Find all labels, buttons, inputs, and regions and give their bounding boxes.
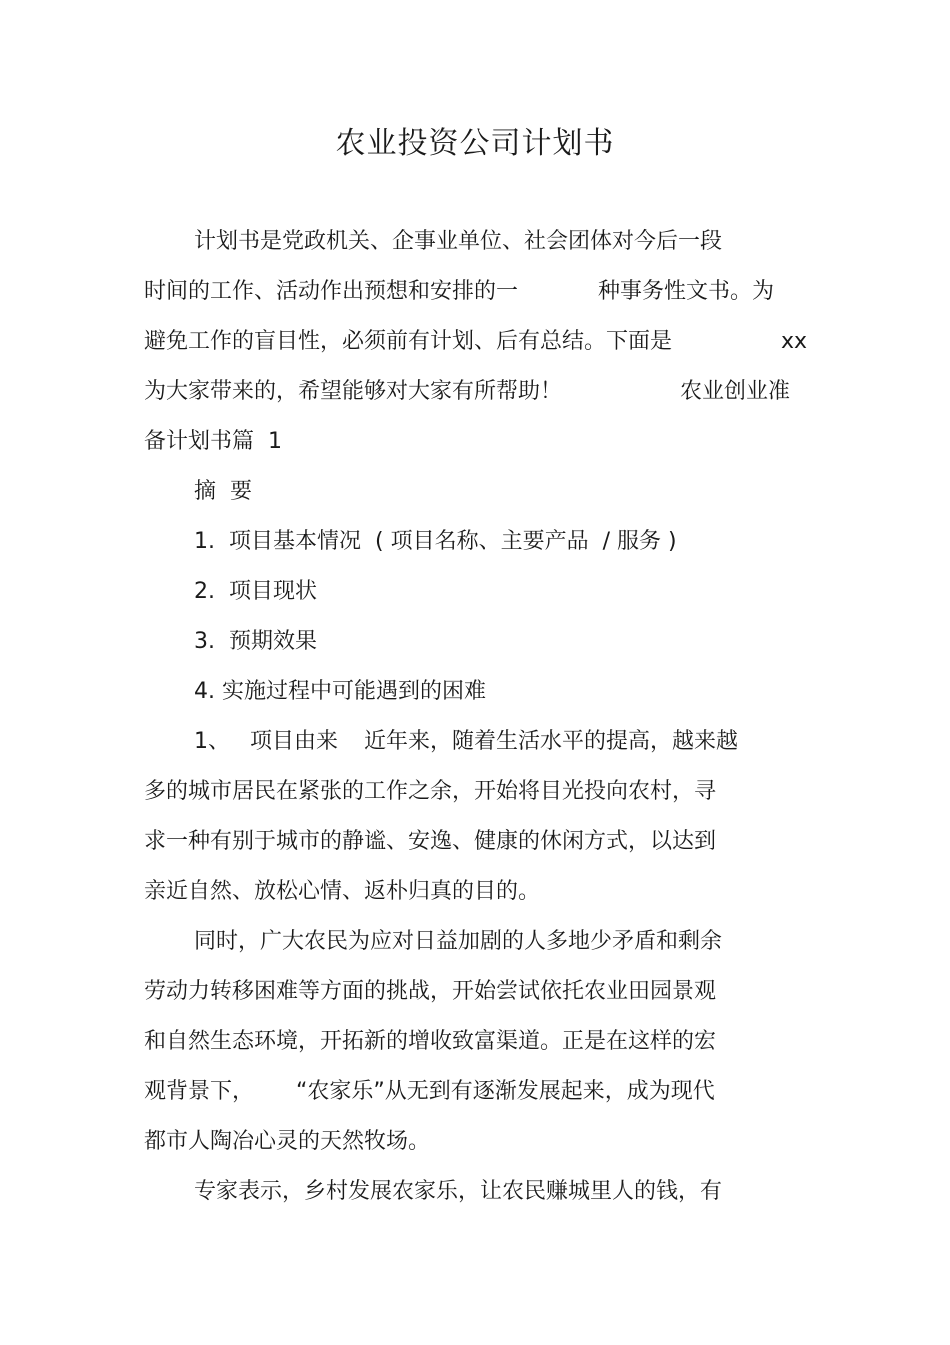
list-item-1-number: 1.	[194, 529, 215, 554]
intro-line-3-part-a: 避免工作的盲目性，必须前有计划、后有总结。下面是	[144, 329, 673, 354]
intro-line-5-text: 备计划书篇	[144, 429, 255, 454]
section-1-line-2: 多的城市居民在紧张的工作之余，开始将目光投向农村，寻	[144, 779, 717, 804]
intro-line-5-number: 1	[268, 429, 283, 454]
intro-line-4-part-b: 农业创业准	[680, 379, 791, 404]
abstract-heading-char-2: 要	[230, 479, 253, 504]
intro-line-2	[144, 276, 518, 308]
intro-line-5	[144, 426, 282, 458]
section-1-heading: 项目由来	[250, 729, 339, 754]
list-item-3	[194, 626, 317, 658]
list-item-2-label: 项目现状	[229, 579, 318, 604]
section-1-line-4: 亲近自然、放松心情、返朴归真的目的。	[144, 879, 541, 904]
intro-line-3-part-b: xx	[781, 329, 808, 354]
paragraph-2-line-3: 和自然生态环境，开拓新的增收致富渠道。正是在这样的宏	[144, 1029, 717, 1054]
list-item-3-label: 预期效果	[229, 629, 318, 654]
section-1-text: 近年来，随着生活水平的提高，越来越	[364, 729, 739, 754]
list-item-1-detail: ( 项目名称、主要产品	[375, 529, 589, 554]
abstract-heading	[194, 476, 252, 508]
list-item-2-number: 2.	[194, 579, 215, 604]
paragraph-2-line-1: 同时，广大农民为应对日益加剧的人多地少矛盾和剩余	[194, 929, 723, 954]
section-1-line-1	[194, 726, 738, 758]
paragraph-2-line-2: 劳动力转移困难等方面的挑战，开始尝试依托农业田园景观	[144, 979, 717, 1004]
list-item-1-label: 项目基本情况	[229, 529, 362, 554]
intro-line-2-part-a: 时间的工作、活动作出预想和安排的一	[144, 279, 519, 304]
abstract-heading-char-1: 摘	[194, 479, 217, 504]
list-item-3-number: 3.	[194, 629, 215, 654]
list-item-1-detail-end: / 服务 )	[602, 529, 677, 554]
paragraph-2-line-5: 都市人陶冶心灵的天然牧场。	[144, 1129, 431, 1154]
paragraph-2-line-4-part-a: 观背景下，	[144, 1079, 255, 1104]
paragraph-3-line-1: 专家表示，乡村发展农家乐，让农民赚城里人的钱，有	[194, 1179, 723, 1204]
list-item-4: 4. 实施过程中可能遇到的困难	[194, 679, 486, 704]
intro-line-4-part-a: 为大家带来的，希望能够对大家有所帮助！	[144, 379, 563, 404]
document-title: 农业投资公司计划书	[335, 126, 615, 161]
list-item-1	[194, 526, 677, 558]
intro-line-2-part-b: 种事务性文书。为	[598, 279, 775, 304]
section-1-line-3: 求一种有别于城市的静谧、安逸、健康的休闲方式，以达到	[144, 829, 717, 854]
section-1-number: 1、	[194, 729, 230, 754]
paragraph-2-line-4-part-b: “农家乐”从无到有逐渐发展起来，成为现代	[296, 1079, 715, 1104]
intro-line-1: 计划书是党政机关、企事业单位、社会团体对今后一段	[194, 229, 723, 254]
list-item-2	[194, 576, 317, 608]
